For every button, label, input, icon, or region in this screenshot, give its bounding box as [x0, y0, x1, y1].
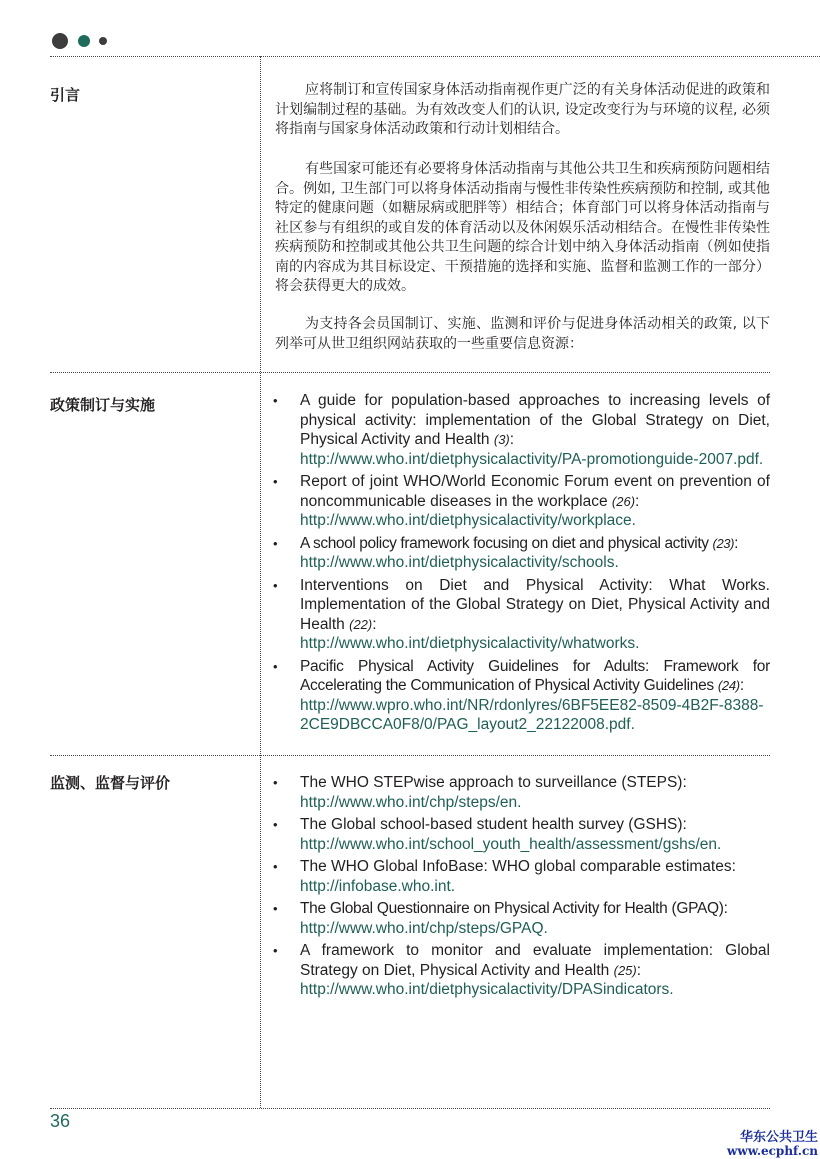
- bullet-icon: •: [273, 817, 278, 832]
- green-dot-icon: [78, 35, 90, 47]
- resource-title: The Global school-based student health survey (GSHS):: [300, 816, 687, 833]
- citation: (3): [493, 432, 510, 447]
- list-item: [272, 773, 770, 812]
- watermark-name: 华东公共卫生: [739, 1130, 818, 1145]
- list-item: • Report of joint WHO/World Economic Forum event on prevention of noncommunicable diseases in the workplace (26): http://www.who.int/dietphysicalactivity/workplace.: [273, 473, 770, 529]
- monitoring-resource-list: [272, 773, 770, 1003]
- resource-link[interactable]: http://www.who.int/dietphysicalactivity/whatworks.: [300, 635, 640, 652]
- resource-title: A framework to monitor and evaluate implementation: Global Strategy on Diet, Physical Activity and Health: [300, 942, 770, 979]
- list-item: • A guide for population-based approaches to increasing levels of physical activity: implementation of the Global Strategy on Diet, Physical Activity and Health (3): http://www.who.int/dietphysicalactivity/PA-promotionguide-2007.pdf.: [273, 392, 770, 468]
- resource-link[interactable]: http://www.who.int/chp/steps/GPAQ.: [300, 919, 548, 937]
- bullet-icon: •: [273, 474, 278, 489]
- bullet-icon: •: [273, 577, 278, 593]
- column-divider: [260, 56, 261, 1108]
- resource-link[interactable]: http://www.who.int/dietphysicalactivity/schools.: [300, 554, 619, 571]
- bullet-icon: •: [273, 943, 278, 958]
- policy-resource-list: [272, 391, 770, 738]
- bullet-icon: •: [273, 859, 278, 874]
- resource-link[interactable]: http://www.who.int/chp/steps/en.: [300, 793, 522, 811]
- section-rule-1: [50, 372, 770, 373]
- list-item: [272, 815, 770, 854]
- list-item: • Interventions on Diet and Physical Activity: What Works. Implementation of the Global Strategy on Diet, Physical Activity and Health (22): http://www.who.int/dietphysicalactivity/whatworks.: [273, 576, 770, 652]
- resource-title: A school policy framework focusing on diet and physical activity: [300, 534, 709, 552]
- section-label-monitoring: 监测、监督与评价: [50, 774, 171, 792]
- bottom-rule: [50, 1108, 770, 1109]
- resource-title: Pacific Physical Activity Guidelines for Adults: Framework for Accelerating the Communication of Physical Activity Guidelines: [300, 657, 770, 694]
- watermark-url[interactable]: www.ecphf.cn: [727, 1144, 818, 1158]
- citation: (24): [717, 678, 740, 693]
- resource-link[interactable]: http://www.who.int/dietphysicalactivity/workplace.: [300, 512, 636, 529]
- small-dot-icon: [99, 37, 107, 45]
- resource-title: The WHO Global InfoBase: WHO global comparable estimates:: [300, 858, 736, 875]
- citation: (26): [611, 493, 636, 509]
- section-rule-2: [50, 755, 770, 756]
- top-rule: [50, 56, 820, 57]
- list-item: • A framework to monitor and evaluate implementation: Global Strategy on Diet, Physical Activity and Health (25): http://www.who.int/dietphysicalactivity/DPASindicators.: [273, 942, 770, 998]
- resource-link[interactable]: http://infobase.who.int.: [300, 877, 456, 895]
- resource-title: Interventions on Diet and Physical Activity: What Works. Implementation of the Global Strategy on Diet, Physical Activity and Health: [300, 576, 770, 633]
- list-item: [272, 857, 770, 896]
- page-number: 36: [50, 1111, 71, 1131]
- list-item: • Pacific Physical Activity Guidelines for Adults: Framework for Accelerating the Communication of Physical Activity Guidelines (24): http://www.wpro.who.int/NR/rdonlyres/6BF5EE82-8509-4B2F-8388-2CE9DBCCA0F8/0/PAG_layout2_22122008.pdf.: [273, 657, 770, 733]
- resource-title: The WHO STEPwise approach to surveillance (STEPS):: [300, 774, 687, 791]
- section-label-policy: 政策制订与实施: [50, 396, 156, 414]
- list-item: [272, 899, 770, 938]
- bullet-icon: •: [273, 775, 278, 790]
- bullet-icon: •: [273, 901, 278, 916]
- dark-dot-icon: [52, 33, 68, 49]
- citation: (23): [712, 535, 735, 551]
- citation: (25): [613, 962, 637, 978]
- intro-paragraph-3: 为支持各会员国制订、实施、监测和评价与促进身体活动相关的政策, 以下列举可从世卫组织网站获取的一些重要信息资源：: [275, 316, 770, 352]
- resource-title: A guide for population-based approaches to increasing levels of physical activity: implementation of the Global Strategy on Diet, Physical Activity and Health: [300, 392, 770, 448]
- resource-link[interactable]: http://www.who.int/school_youth_health/assessment/gshs/en.: [300, 835, 722, 853]
- bullet-icon: •: [273, 393, 278, 408]
- resource-link[interactable]: http://www.who.int/dietphysicalactivity/PA-promotionguide-2007.pdf.: [300, 450, 764, 468]
- list-item: • A school policy framework focusing on diet and physical activity (23): http://www.who.int/dietphysicalactivity/schools.: [272, 534, 770, 573]
- resource-title: The Global Questionnaire on Physical Activity for Health (GPAQ):: [300, 900, 728, 917]
- resource-link[interactable]: http://www.wpro.who.int/NR/rdonlyres/6BF5EE82-8509-4B2F-8388-2CE9DBCCA0F8/0/PAG_layout2_22122008.pdf.: [300, 696, 764, 733]
- bullet-icon: •: [273, 658, 278, 674]
- intro-paragraph-1: 应将制订和宣传国家身体活动指南视作更广泛的有关身体活动促进的政策和计划编制过程的基础。为有效改变人们的认识, 设定改变行为与环境的议程, 必须将指南与国家身体活动政策和行动计划相结合。: [275, 82, 770, 137]
- citation: (22): [349, 616, 373, 632]
- section-label-intro: 引言: [50, 86, 81, 104]
- resource-link[interactable]: http://www.who.int/dietphysicalactivity/DPASindicators.: [300, 981, 674, 998]
- resource-title: Report of joint WHO/World Economic Forum event on prevention of noncommunicable diseases in the workplace: [300, 473, 770, 510]
- intro-paragraph-2: 有些国家可能还有必要将身体活动指南与其他公共卫生和疾病预防问题相结合。例如, 卫生部门可以将身体活动指南与慢性非传染性疾病预防和控制, 或其他特定的健康问题（如糖尿病或肥胖等）相结合；体育部门可以将身体活动指南与社区参与有组织的或自发的体育活动以及休闲娱乐活动相结合。在慢性非传染性疾病预防和控制或其他公共卫生问题的综合计划中纳入身体活动指南（例如使指南的内容成为其目标设定、干预措施的选择和实施、监督和监测工作的一部分）将会获得更大的成效。: [275, 161, 770, 294]
- bullet-icon: •: [273, 535, 278, 551]
